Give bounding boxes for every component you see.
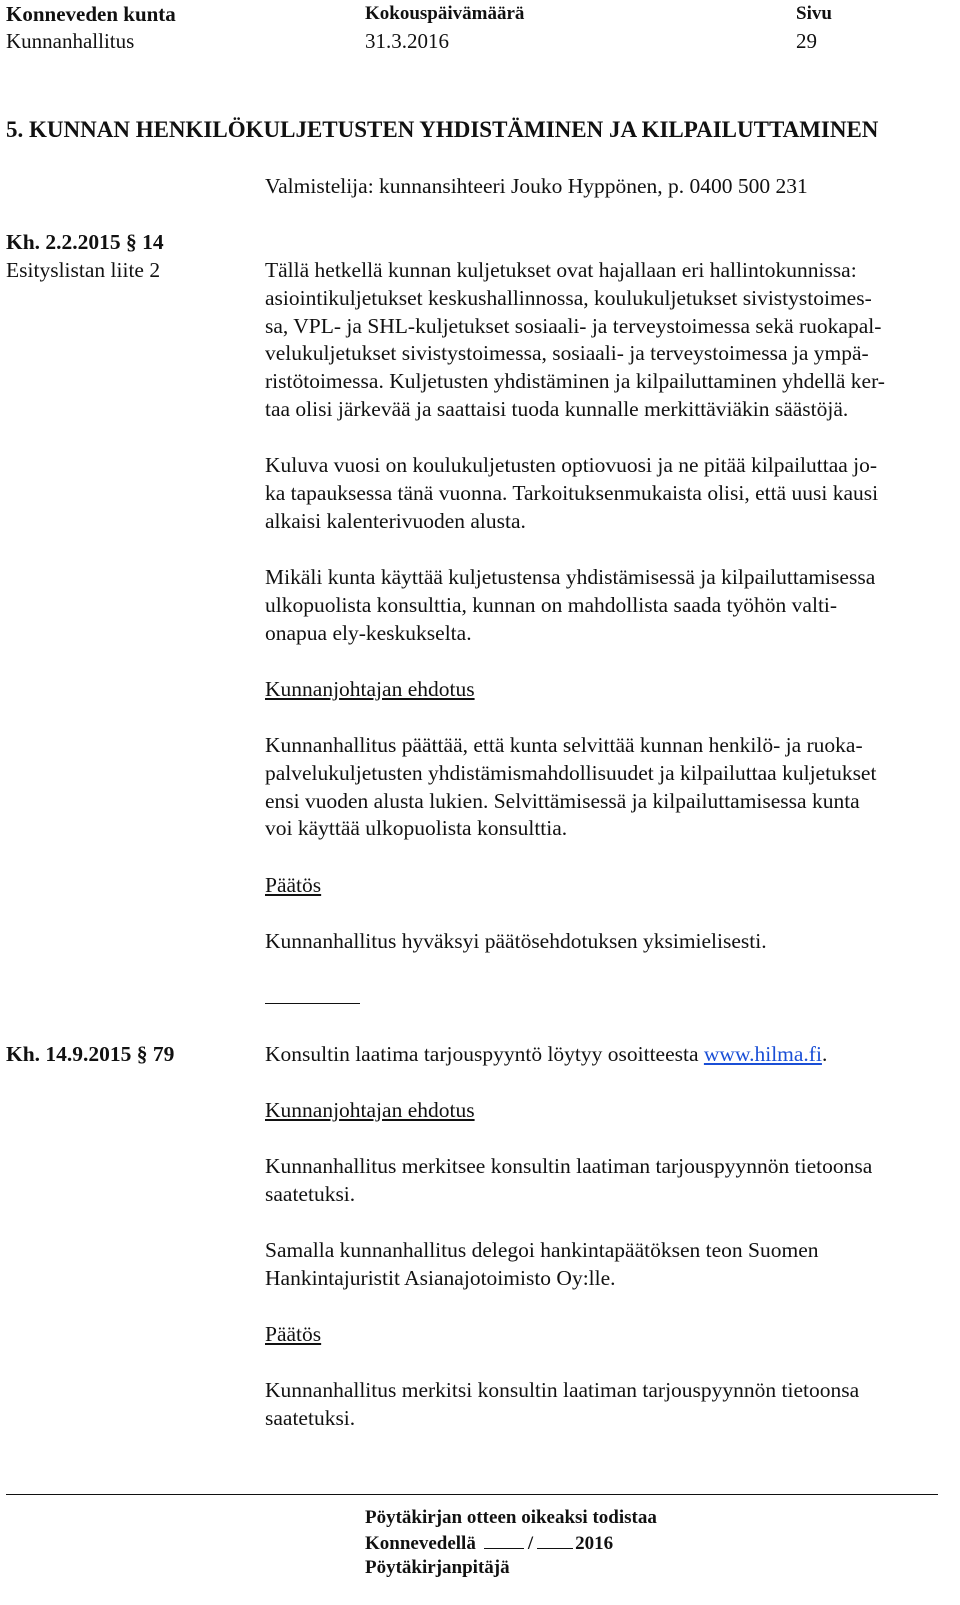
paragraph-consultant: [265, 564, 937, 647]
text-line: voi käyttää ulkopuolista konsulttia.: [265, 816, 568, 841]
date-slash: /: [527, 1533, 534, 1554]
section-title: 5. KUNNAN HENKILÖKULJETUSTEN YHDISTÄMINEN JA KILPAILUTTAMINEN: [6, 117, 879, 142]
proposal-text-2: [265, 1153, 937, 1209]
text-line: alkaisi kalenterivuoden alusta.: [265, 508, 526, 533]
footer-rule: [6, 1494, 938, 1495]
org-name: Konneveden kunta: [6, 2, 176, 26]
place: Konnevedellä: [365, 1533, 476, 1554]
text-line: asiointikuljetukset keskushallinnossa, koulukuljetukset sivistystoimes-: [265, 285, 872, 310]
page-label: Sivu: [796, 3, 832, 24]
meeting-reference-2: Kh. 14.9.2015 § 79: [6, 1042, 175, 1066]
text-line: ulkopuolista konsulttia, kunnan on mahdollista saada työhön valti-: [265, 592, 838, 617]
text-line: palvelukuljetusten yhdistämismahdollisuudet ja kilpailuttaa kuljetukset: [265, 760, 877, 785]
page-number: 29: [796, 29, 817, 53]
text-line: ensi vuoden alusta lukien. Selvittämisessä ja kilpailuttamisessa kunta: [265, 788, 860, 813]
hilma-link[interactable]: www.hilma.fi: [703, 1042, 822, 1066]
text-line: saatetuksi.: [265, 1181, 356, 1206]
text-line: onapua ely-keskukselta.: [265, 620, 472, 645]
text-line: Kunnanhallitus merkitsi konsultin laatiman tarjouspyynnön tietoonsa: [265, 1378, 860, 1402]
paragraph-current-state: [265, 257, 937, 424]
text-line: Samalla kunnanhallitus delegoi hankintapäätöksen teon Suomen: [265, 1238, 819, 1262]
decision-heading-2: Päätös: [265, 1322, 322, 1346]
text-line: velukuljetukset sivistystoimessa, sosiaali- ja terveystoimessa ja ympä-: [265, 341, 869, 366]
separator-line: [265, 1003, 360, 1004]
text-line: Kunnanhallitus päättää, että kunta selvittää kunnan henkilö- ja ruoka-: [265, 733, 863, 757]
attachment-note: Esityslistan liite 2: [6, 258, 161, 282]
text-line: ristötoimessa. Kuljetusten yhdistäminen ja kilpailuttaminen yhdellä ker-: [265, 369, 885, 394]
day-blank: [484, 1530, 524, 1549]
decision-heading: Päätös: [265, 873, 322, 897]
proposal-heading: Kunnanjohtajan ehdotus: [265, 677, 475, 701]
offer-request-text: Konsultin laatima tarjouspyyntö löytyy osoitteesta: [265, 1042, 704, 1066]
decision-text-2: [265, 1377, 937, 1433]
text-line: taa olisi järkevää ja saattaisi tuoda kunnalle merkittäviäkin säästöjä.: [265, 396, 849, 421]
period: .: [821, 1042, 828, 1066]
signer-title: Pöytäkirjanpitäjä: [365, 1557, 510, 1578]
text-line: Mikäli kunta käyttää kuljetustensa yhdistämisessä ja kilpailuttamisessa: [265, 565, 876, 589]
meeting-reference: Kh. 2.2.2015 § 14: [6, 230, 164, 254]
body-name: Kunnanhallitus: [6, 29, 135, 53]
text-line: Hankintajuristit Asianajotoimisto Oy:lle.: [265, 1265, 616, 1290]
paragraph-option-year: [265, 452, 937, 535]
delegation-text: [265, 1237, 937, 1293]
text-line: saatetuksi.: [265, 1405, 356, 1430]
text-line: sa, VPL- ja SHL-kuljetukset sosiaali- ja terveystoimessa sekä ruokapal-: [265, 313, 882, 338]
proposal-heading-2: Kunnanjohtajan ehdotus: [265, 1098, 475, 1122]
text-line: Kuluva vuosi on koulukuljetusten optiovuosi ja ne pitää kilpailuttaa jo-: [265, 453, 878, 477]
certification-line: Pöytäkirjan otteen oikeaksi todistaa: [365, 1507, 657, 1528]
meeting-date: 31.3.2016: [365, 29, 449, 53]
offer-request-line: [265, 1041, 827, 1069]
decision-text: Kunnanhallitus hyväksyi päätösehdotuksen yksimielisesti.: [265, 929, 767, 953]
proposal-text: [265, 732, 937, 843]
text-line: ka tapauksessa tänä vuonna. Tarkoituksenmukaista olisi, että uusi kausi: [265, 480, 879, 505]
text-line: Tällä hetkellä kunnan kuljetukset ovat hajallaan eri hallintokunnissa:: [265, 258, 857, 282]
certification-place-date: [365, 1530, 613, 1556]
month-blank: [537, 1530, 573, 1549]
meeting-date-label: Kokouspäivämäärä: [365, 3, 525, 24]
preparer-line: Valmistelija: kunnansihteeri Jouko Hyppönen, p. 0400 500 231: [265, 174, 808, 198]
text-line: Kunnanhallitus merkitsee konsultin laatiman tarjouspyynnön tietoonsa: [265, 1154, 873, 1178]
year: 2016: [575, 1533, 614, 1554]
